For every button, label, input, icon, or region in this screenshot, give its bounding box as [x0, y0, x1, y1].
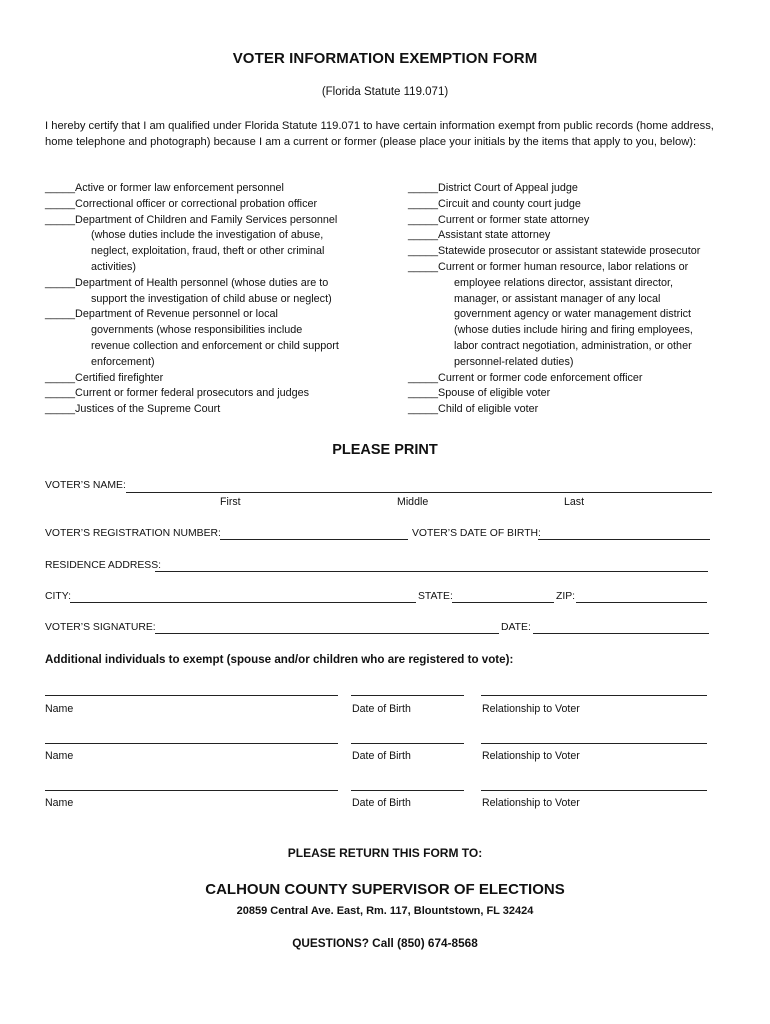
additional-dob-field[interactable] [351, 743, 464, 744]
qualification-detail: government agency or water management district [454, 308, 692, 321]
qualification-detail: (whose duties include the investigation of abuse, [91, 229, 324, 242]
date-field[interactable] [533, 633, 709, 634]
additional-dob-caption: Date of Birth [352, 703, 411, 715]
qualification-detail: employee relations director, assistant director, [454, 276, 674, 289]
qualification-detail: manager, or assistant manager of any local [454, 292, 661, 305]
office-address: 20859 Central Ave. East, Rm. 117, Blountstown, FL 32424 [236, 905, 534, 917]
additional-relationship-caption: Relationship to Voter [482, 797, 580, 809]
qualification-item [45, 402, 390, 418]
zip-field[interactable] [576, 602, 707, 603]
questions-phone: QUESTIONS? Call (850) 674-8568 [292, 936, 478, 950]
qualification-detail: revenue collection and enforcement or child support [91, 339, 339, 352]
initials-blank[interactable]: _____ [408, 213, 439, 226]
additional-name-field[interactable] [45, 743, 338, 744]
initials-blank[interactable]: _____ [45, 371, 76, 384]
qualification-label: Department of Health personnel (whose duties are to [75, 276, 329, 289]
additional-relationship-field[interactable] [481, 743, 707, 744]
qualification-detail: neglect, exploitation, fraud, theft or other criminal [91, 245, 325, 258]
qualification-item [45, 276, 390, 292]
qualification-label: Current or former state attorney [438, 213, 590, 226]
qualification-list-left [45, 181, 390, 418]
additional-name-caption: Name [45, 797, 74, 809]
qualification-item [408, 228, 748, 244]
qualification-label: Current or former code enforcement officer [438, 371, 643, 384]
date-of-birth-field[interactable] [538, 539, 710, 540]
qualification-item [408, 213, 748, 229]
additional-dob-field[interactable] [351, 695, 464, 696]
additional-individuals-heading: Additional individuals to exempt (spouse and/or children who are registered to vote): [45, 653, 514, 666]
qualification-detail: (whose duties include hiring and firing employees, [454, 324, 693, 337]
qualification-detail: labor contract negotiation, administration, or other [454, 339, 692, 352]
first-name-caption: First [220, 496, 241, 508]
additional-dob-field[interactable] [351, 790, 464, 791]
registration-number-label: VOTER’S REGISTRATION NUMBER: [45, 528, 221, 539]
qualification-list-right [408, 181, 748, 418]
qualification-label: Circuit and county court judge [438, 197, 581, 210]
qualification-detail: personnel-related duties) [454, 355, 574, 368]
zip-label: ZIP: [556, 591, 576, 602]
voter-name-field[interactable] [126, 492, 712, 493]
qualification-detail: support the investigation of child abuse or neglect) [91, 292, 332, 305]
qualification-item [45, 371, 390, 387]
initials-blank[interactable]: _____ [45, 213, 76, 226]
additional-name-caption: Name [45, 750, 74, 762]
please-print-heading: PLEASE PRINT [332, 442, 438, 458]
initials-blank[interactable]: _____ [408, 371, 439, 384]
qualification-item [408, 386, 748, 402]
additional-dob-caption: Date of Birth [352, 797, 411, 809]
qualification-label: Current or former human resource, labor relations or [438, 260, 689, 273]
qualification-item [408, 402, 748, 418]
return-heading: PLEASE RETURN THIS FORM TO: [287, 846, 483, 860]
last-name-caption: Last [564, 496, 585, 508]
state-field[interactable] [452, 602, 554, 603]
office-name: CALHOUN COUNTY SUPERVISOR OF ELECTIONS [205, 881, 565, 898]
qualification-label: Child of eligible voter [438, 403, 539, 416]
additional-relationship-field[interactable] [481, 695, 707, 696]
initials-blank[interactable]: _____ [408, 245, 439, 258]
initials-blank[interactable]: _____ [408, 197, 439, 210]
qualification-label: Department of Children and Family Services personnel [75, 213, 338, 226]
registration-number-field[interactable] [220, 539, 408, 540]
signature-label: VOTER’S SIGNATURE: [45, 622, 156, 633]
city-field[interactable] [70, 602, 416, 603]
initials-blank[interactable]: _____ [45, 308, 76, 321]
signature-field[interactable] [155, 633, 499, 634]
qualification-label: Current or former federal prosecutors and judges [75, 387, 310, 400]
qualification-label: Assistant state attorney [438, 229, 551, 242]
initials-blank[interactable]: _____ [408, 182, 439, 194]
additional-relationship-caption: Relationship to Voter [482, 703, 580, 715]
residence-address-label: RESIDENCE ADDRESS: [45, 560, 162, 571]
date-label: DATE: [501, 622, 531, 633]
initials-blank[interactable]: _____ [45, 276, 76, 289]
state-label: STATE: [418, 591, 453, 602]
qualification-label: Justices of the Supreme Court [75, 403, 221, 416]
qualification-item [45, 307, 390, 323]
qualification-label: Certified firefighter [75, 371, 164, 384]
additional-name-field[interactable] [45, 695, 338, 696]
qualification-item [45, 197, 390, 213]
initials-blank[interactable]: _____ [45, 403, 76, 416]
initials-blank[interactable]: _____ [45, 387, 76, 400]
initials-blank[interactable]: _____ [408, 229, 439, 242]
statute-reference: (Florida Statute 119.071) [321, 86, 449, 98]
qualification-label: District Court of Appeal judge [438, 182, 578, 194]
qualification-item [45, 181, 390, 197]
initials-blank[interactable]: _____ [45, 197, 76, 210]
qualification-detail: activities) [91, 260, 136, 273]
additional-name-field[interactable] [45, 790, 338, 791]
qualification-item [408, 181, 748, 197]
qualification-item [408, 260, 748, 276]
certification-statement: I hereby certify that I am qualified under Florida Statute 119.071 to have certain information exempt from public records (home address, home telephone and photograph) because I am a current or former (please place your initials by the items that apply to you, below): [45, 120, 714, 148]
form-title: VOTER INFORMATION EXEMPTION FORM [232, 50, 538, 67]
qualification-label: Active or former law enforcement personnel [75, 182, 284, 194]
additional-name-caption: Name [45, 703, 74, 715]
qualification-label: Department of Revenue personnel or local [75, 308, 278, 321]
additional-dob-caption: Date of Birth [352, 750, 411, 762]
initials-blank[interactable]: _____ [408, 260, 439, 273]
residence-address-field[interactable] [155, 571, 708, 572]
qualification-item [45, 213, 390, 229]
qualification-detail: governments (whose responsibilities include [91, 324, 303, 337]
qualification-item [45, 386, 390, 402]
city-label: CITY: [45, 591, 71, 602]
qualification-item [408, 197, 748, 213]
additional-relationship-caption: Relationship to Voter [482, 750, 580, 762]
qualification-label: Spouse of eligible voter [438, 387, 551, 400]
initials-blank[interactable]: _____ [45, 182, 76, 194]
qualification-label: Statewide prosecutor or assistant statewide prosecutor [438, 245, 701, 258]
qualification-item [408, 371, 748, 387]
additional-relationship-field[interactable] [481, 790, 707, 791]
date-of-birth-label: VOTER’S DATE OF BIRTH: [412, 528, 541, 539]
qualification-item [408, 244, 748, 260]
middle-name-caption: Middle [397, 496, 429, 508]
initials-blank[interactable]: _____ [408, 387, 439, 400]
qualification-detail: enforcement) [91, 355, 155, 368]
voter-name-label: VOTER’S NAME: [45, 480, 126, 491]
qualification-label: Correctional officer or correctional probation officer [75, 197, 318, 210]
initials-blank[interactable]: _____ [408, 403, 439, 416]
